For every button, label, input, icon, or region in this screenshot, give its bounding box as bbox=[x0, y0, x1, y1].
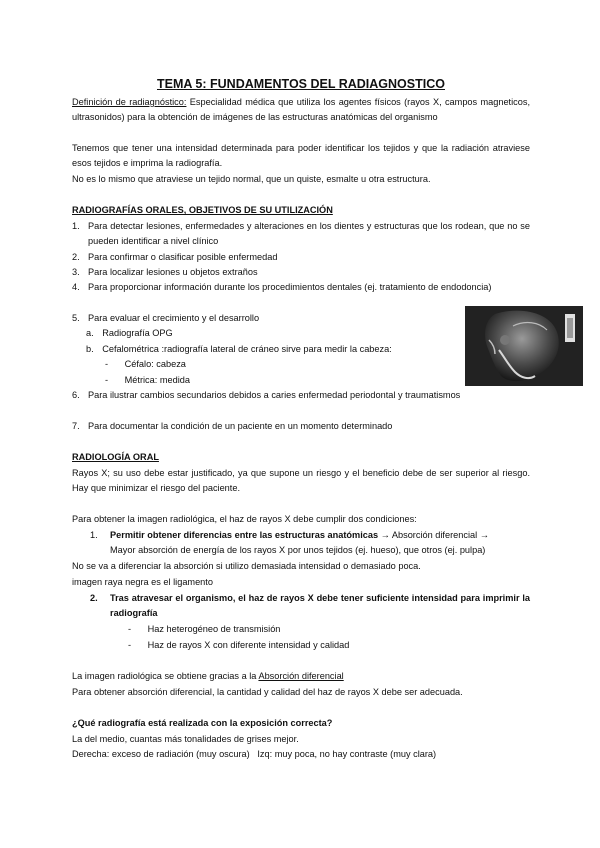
condition-1 bbox=[72, 528, 492, 559]
condition-text: → Absorción diferencial → Mayor absorción de energía de los rayos X por unos tejidos (ej. hueso), que otros (ej. pulpa) bbox=[110, 530, 489, 556]
definition-text: Especialidad médica que utiliza los agentes físicos (rayos X, campos magneticos, ultrasonidos) para la obtención de imágenes de las estructuras anatómicas del organismo bbox=[72, 97, 531, 123]
condition-bold: Tras atravesar el organismo, el haz de rayos X debe tener suficiente intensidad para imprimir la radiografía bbox=[110, 593, 530, 619]
list-item bbox=[72, 419, 530, 434]
sub-text: Radiografía OPG bbox=[102, 328, 173, 338]
sub-item-a bbox=[86, 326, 173, 341]
list-text: Para detectar lesiones, enfermedades y alteraciones en los dientes y estructuras que los rodean, que no se pueden identificar a nivel clínico bbox=[88, 221, 530, 247]
dash-mark: - bbox=[128, 640, 132, 650]
condition-number: 2. bbox=[90, 593, 98, 603]
list-number: 2. bbox=[72, 252, 80, 262]
condition-2 bbox=[72, 591, 530, 622]
page-title: TEMA 5: FUNDAMENTOS DEL RADIAGNOSTICO bbox=[157, 77, 445, 91]
list-number: 1. bbox=[72, 221, 80, 231]
section-heading-radiologia-oral: RADIOLOGÍA ORAL bbox=[72, 452, 159, 462]
list-number: 4. bbox=[72, 282, 80, 292]
list-text: Para evaluar el crecimiento y el desarrollo bbox=[88, 313, 260, 323]
dash-item bbox=[105, 373, 190, 388]
list-text: Para proporcionar información durante los procedimientos dentales (ej. tratamiento de endodoncia) bbox=[88, 282, 492, 292]
paragraph-text: La imagen radiológica se obtiene gracias a la bbox=[72, 671, 259, 681]
paragraph: Para obtener la imagen radiológica, el haz de rayos X debe cumplir dos condiciones: bbox=[72, 514, 417, 524]
list-item bbox=[72, 219, 530, 250]
sub-text: Cefalométrica :radiografía lateral de cráneo sirve para medir la cabeza: bbox=[102, 344, 392, 354]
list-item bbox=[72, 280, 530, 295]
paragraph: Para obtener absorción diferencial, la cantidad y calidad del haz de rayos X debe ser adecuada. bbox=[72, 687, 463, 697]
definition-label: Definición de radiagnóstico: bbox=[72, 97, 187, 107]
paragraph bbox=[72, 669, 530, 684]
list-item bbox=[72, 311, 452, 326]
condition-number: 1. bbox=[90, 530, 98, 540]
xray-drawing bbox=[465, 306, 583, 386]
dash-mark: - bbox=[128, 624, 132, 634]
answer-1: La del medio, cuantas más tonalidades de grises mejor. bbox=[72, 734, 299, 744]
list-number: 5. bbox=[72, 313, 80, 323]
paragraph: imagen raya negra es el ligamento bbox=[72, 577, 213, 587]
sub-letter: b. bbox=[86, 344, 94, 354]
list-text: Para localizar lesiones u objetos extraños bbox=[88, 267, 258, 277]
dash-item bbox=[128, 638, 349, 653]
list-text: Para ilustrar cambios secundarios debidos a caries enfermedad periodontal y traumatismos bbox=[88, 390, 461, 400]
dash-text: Haz de rayos X con diferente intensidad y calidad bbox=[147, 640, 350, 650]
absorcion-link-text: Absorción diferencial bbox=[258, 671, 344, 681]
dash-item bbox=[105, 357, 186, 372]
answer-2: Derecha: exceso de radiación (muy oscura) Izq: muy poca, no hay contraste (muy clara) bbox=[72, 749, 437, 759]
section-heading-objectives: RADIOGRAFÍAS ORALES, OBJETIVOS DE SU UTILIZACIÓN bbox=[72, 205, 333, 215]
list-number: 6. bbox=[72, 390, 80, 400]
list-text: Para confirmar o clasificar posible enfermedad bbox=[88, 252, 278, 262]
list-item bbox=[72, 265, 530, 280]
cephalometric-xray-image bbox=[465, 306, 583, 386]
list-number: 3. bbox=[72, 267, 80, 277]
list-number: 7. bbox=[72, 421, 80, 431]
dash-text: Céfalo: cabeza bbox=[124, 359, 186, 369]
sub-item-b bbox=[86, 342, 392, 357]
sub-letter: a. bbox=[86, 328, 94, 338]
question: ¿Qué radiografía está realizada con la exposición correcta? bbox=[72, 718, 333, 728]
paragraph: Rayos X; su uso debe estar justificado, ya que supone un riesgo y el beneficio debe de ser superior al riesgo. Hay que minimizar el riesgo del paciente. bbox=[72, 468, 530, 494]
dash-text: Haz heterogéneo de transmisión bbox=[147, 624, 281, 634]
dash-mark: - bbox=[105, 375, 109, 385]
intro-paragraph-3: No es lo mismo que atraviese un tejido normal, que un quiste, esmalte u otra estructura. bbox=[72, 174, 431, 184]
dash-item bbox=[128, 622, 280, 637]
paragraph: No se va a diferenciar la absorción si utilizo demasiada intensidad o demasiado poca. bbox=[72, 561, 421, 571]
list-text: Para documentar la condición de un paciente en un momento determinado bbox=[88, 421, 393, 431]
condition-bold: Permitir obtener diferencias entre las estructuras anatómicas bbox=[110, 530, 379, 540]
dash-mark: - bbox=[105, 359, 109, 369]
dash-text: Métrica: medida bbox=[124, 375, 190, 385]
intro-paragraph-2: Tenemos que tener una intensidad determinada para poder identificar los tejidos y que la radiación atraviese esos tejidos e imprima la radiografía. bbox=[72, 143, 530, 169]
list-item bbox=[72, 388, 484, 403]
list-item bbox=[72, 250, 530, 265]
definition-paragraph bbox=[72, 95, 530, 126]
